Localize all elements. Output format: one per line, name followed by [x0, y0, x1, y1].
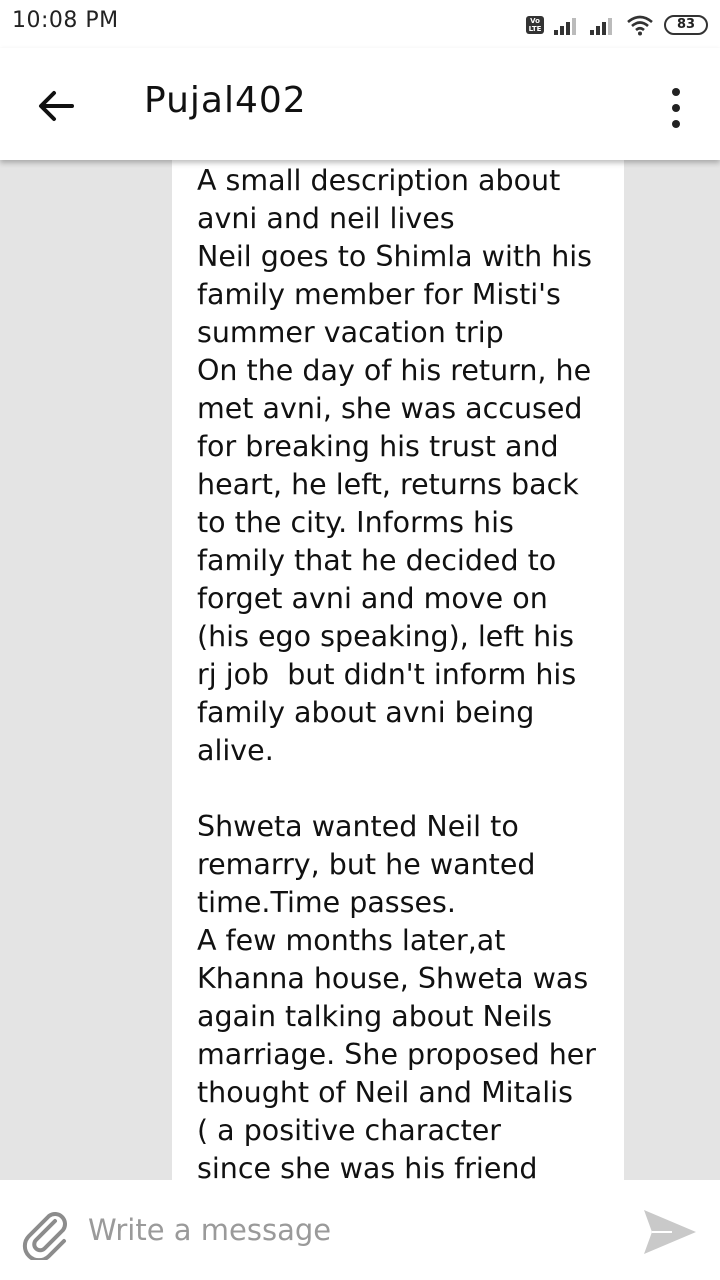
composer [0, 1180, 720, 1280]
message-line: forget avni and move on [197, 582, 548, 615]
send-button[interactable] [642, 1204, 698, 1260]
message-line: since she was his friend [197, 1152, 538, 1180]
arrow-left-icon [36, 86, 76, 126]
message-line: time.Time passes. [197, 886, 456, 919]
message-line: Shweta wanted Neil to [197, 810, 519, 843]
battery-icon: 83 [664, 15, 708, 35]
more-vertical-icon-dot [672, 120, 680, 128]
paperclip-icon [18, 1206, 72, 1260]
message-line [197, 770, 624, 808]
message-line: alive. [197, 734, 274, 767]
message-line: marriage. She proposed her [197, 1038, 597, 1071]
message-line: family member for Misti's [197, 278, 561, 311]
message-line: again talking about Neils [197, 1000, 553, 1033]
message-input[interactable] [88, 1204, 608, 1256]
more-vertical-icon-dot [672, 104, 680, 112]
message-line: thought of Neil and Mitalis [197, 1076, 573, 1109]
status-icons [526, 10, 708, 40]
send-icon [642, 1204, 698, 1260]
wifi-icon [626, 14, 654, 36]
message-line: (his ego speaking), left his [197, 620, 574, 653]
volte-icon: Vo LTE [526, 16, 544, 34]
message-line: ( a positive character [197, 1114, 502, 1147]
message-line: Neil goes to Shimla with his [197, 240, 593, 273]
message-line: summer vacation trip [197, 316, 504, 349]
back-button[interactable] [28, 78, 84, 134]
message-list[interactable] [0, 160, 720, 1180]
message-line: rj job but didn't inform his [197, 658, 577, 691]
signal-icon [590, 15, 616, 35]
message-line: Khanna house, Shweta was [197, 962, 589, 995]
message-line: A few months later,at [197, 924, 506, 957]
message-line: avni and neil lives [197, 202, 455, 235]
more-vertical-icon [672, 88, 680, 96]
app-header [0, 48, 720, 160]
message-text [197, 162, 624, 1180]
attach-button[interactable] [18, 1206, 72, 1260]
status-time: 10:08 PM [12, 8, 119, 33]
message-line: A small description about [197, 164, 561, 197]
more-options-button[interactable] [660, 78, 692, 138]
signal-icon [554, 15, 580, 35]
message-bubble[interactable] [172, 160, 624, 1180]
message-line: remarry, but he wanted [197, 848, 536, 881]
message-line: heart, he left, returns back [197, 468, 579, 501]
message-line: On the day of his return, he [197, 354, 592, 387]
message-line: to the city. Informs his [197, 506, 514, 539]
chat-title: Pujal402 [144, 80, 307, 121]
status-bar [0, 0, 720, 48]
message-line: family about avni being [197, 696, 535, 729]
message-line: met avni, she was accused [197, 392, 583, 425]
message-line: for breaking his trust and [197, 430, 559, 463]
message-line: family that he decided to [197, 544, 557, 577]
